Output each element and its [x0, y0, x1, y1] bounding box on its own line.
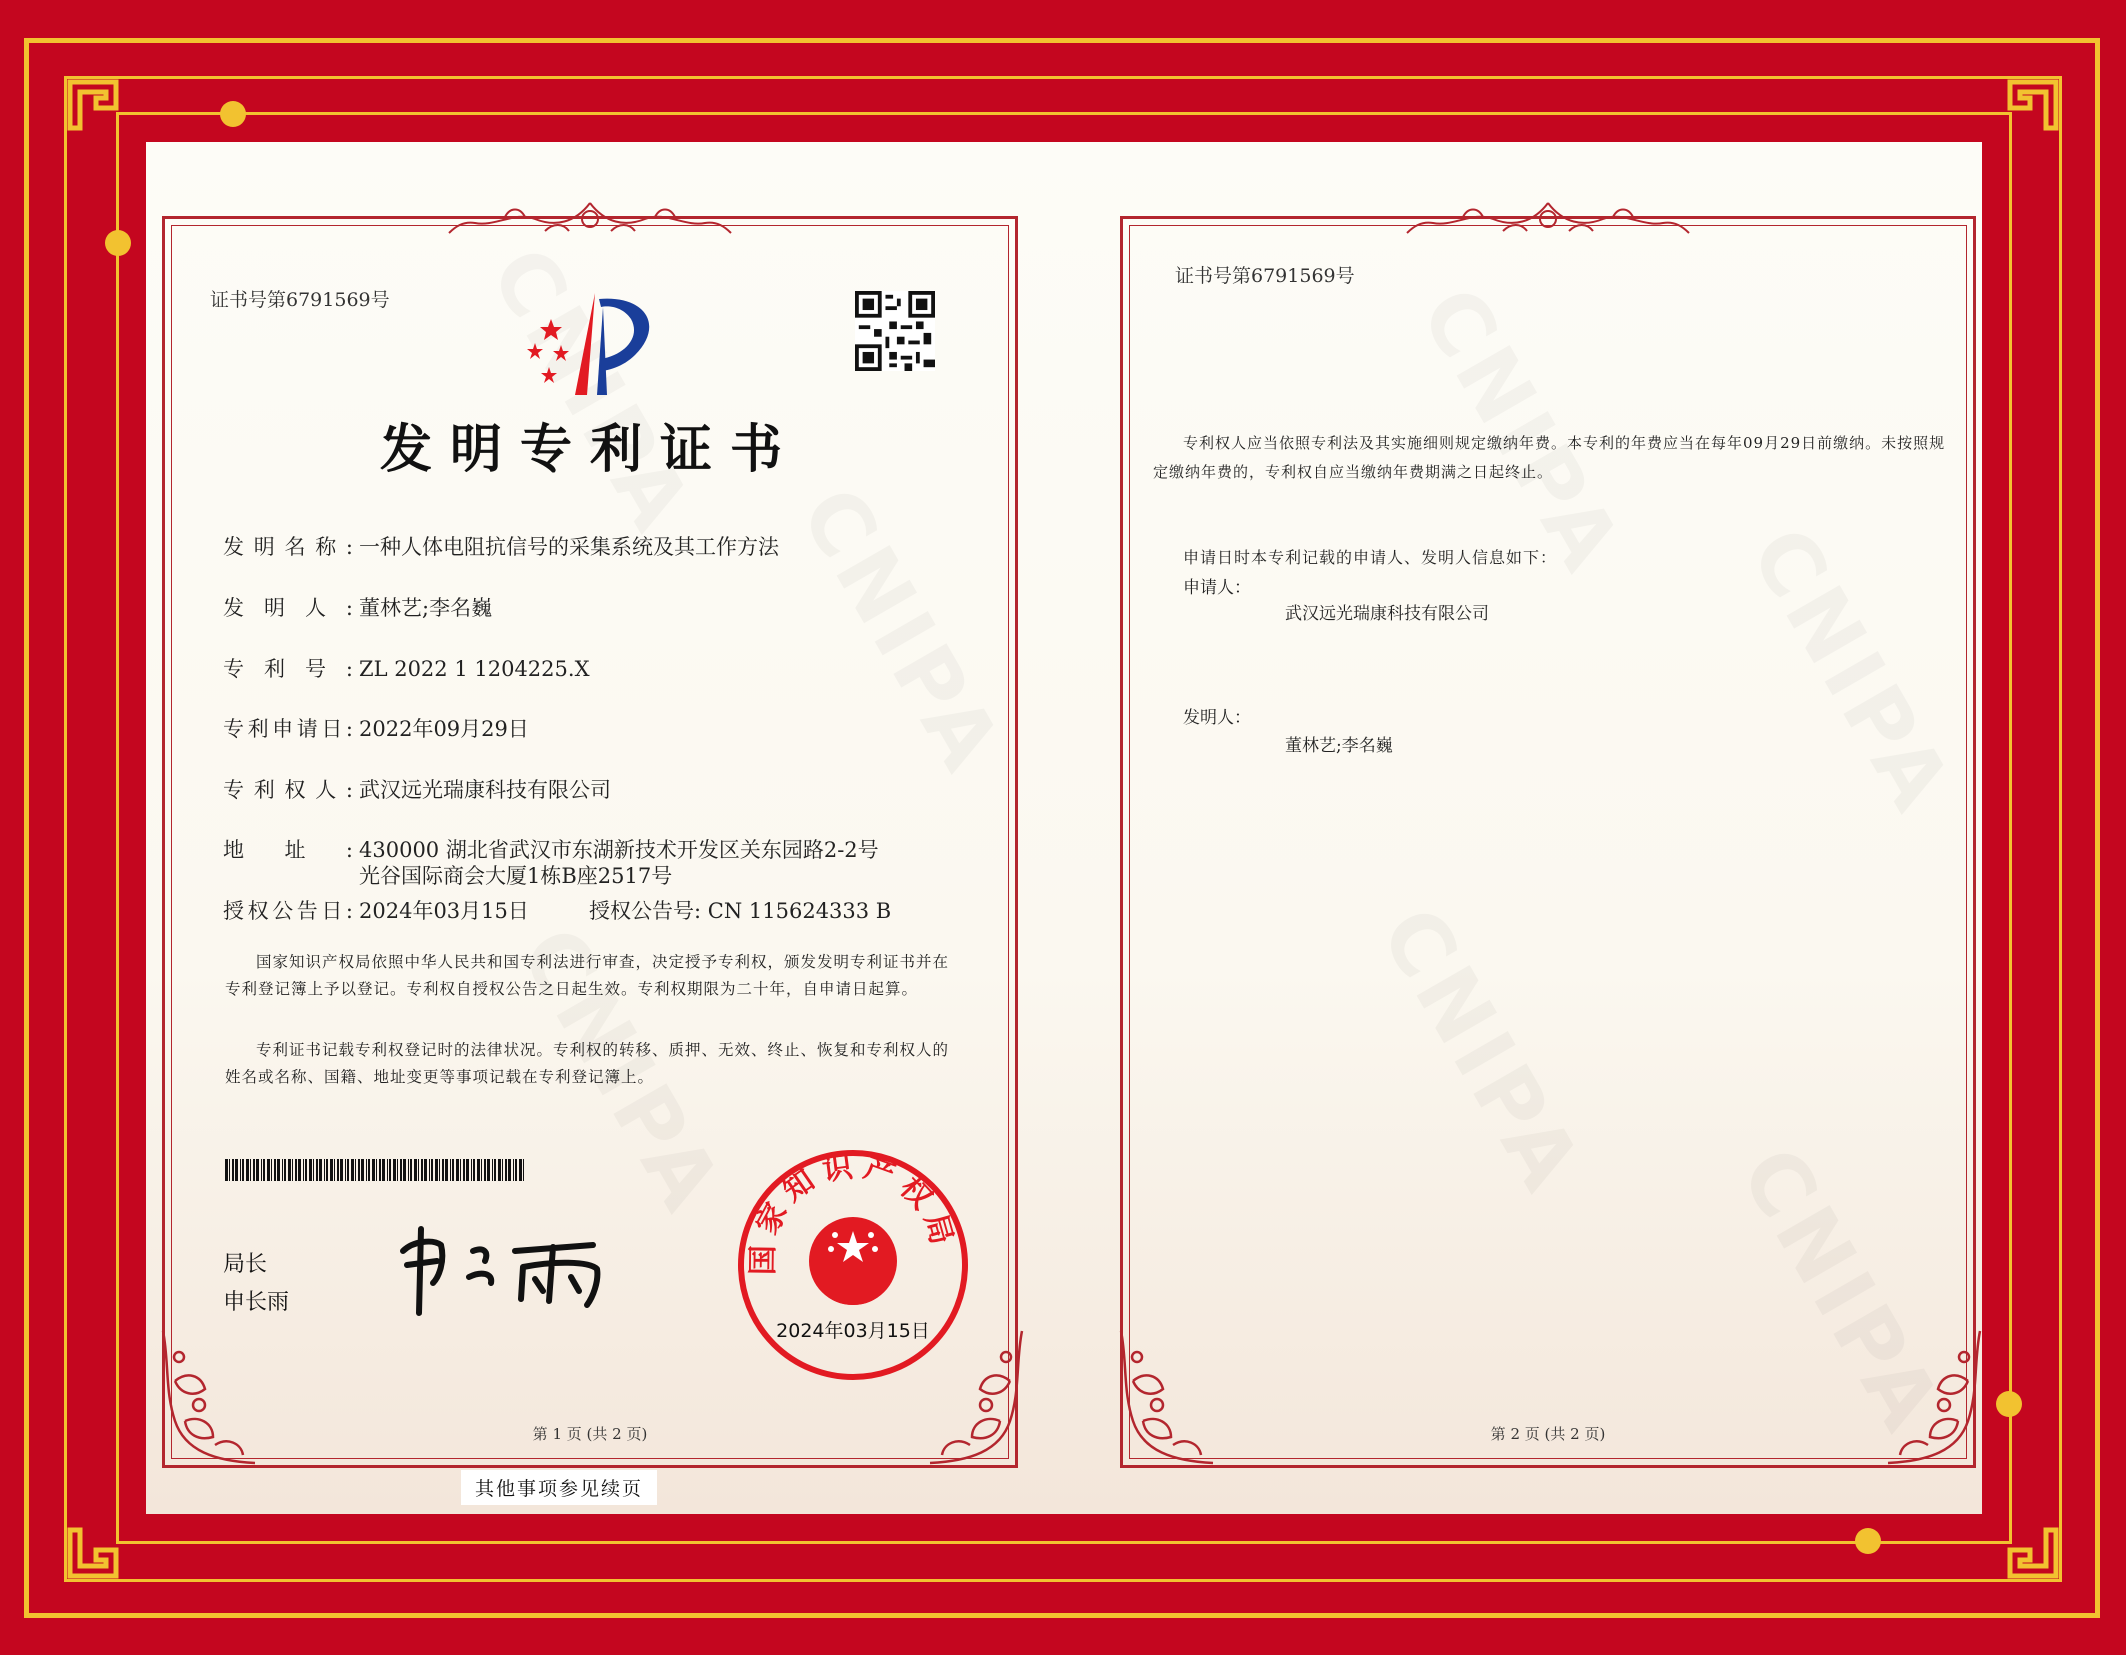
gold-bead-icon — [1855, 1528, 1881, 1554]
director-title: 局长 — [223, 1252, 268, 1277]
field-label: 授权公告号: — [589, 899, 702, 923]
field-label: 发明人: — [223, 596, 353, 620]
gold-bead-icon — [220, 101, 246, 127]
field-patent-number — [223, 653, 590, 683]
barcode-icon — [225, 1159, 527, 1181]
inventor-label: 发明人： — [1183, 708, 1251, 728]
field-application-date — [223, 713, 529, 743]
fret-corner-icon — [1990, 1510, 2060, 1580]
field-value: 武汉远光瑞康科技有限公司 — [359, 778, 611, 802]
annual-fee-notice: 专利权人应当依照专利法及其实施细则规定缴纳年费。本专利的年费应当在每年09月29日前缴纳。未按照规定缴纳年费的，专利权自应当缴纳年费期满之日起终止。 — [1153, 434, 1946, 481]
director-name: 申长雨 — [223, 1290, 290, 1315]
field-patentee — [223, 774, 611, 804]
certificate-page-2 — [1120, 216, 1976, 1468]
field-value: ZL 2022 1 1204225.X — [359, 657, 590, 681]
inventor-value: 董林艺;李名巍 — [1285, 736, 1393, 756]
fret-corner-icon — [66, 78, 136, 148]
floral-ornament-icon — [910, 1321, 1030, 1471]
field-label: 专利号: — [223, 657, 353, 681]
legal-notice: 专利证书记载专利权登记时的法律状况。专利权的转移、质押、无效、终止、恢复和专利权人的姓名或名称、国籍、地址变更等事项记载在专利登记簿上。 — [225, 1041, 950, 1086]
field-label: 专利申请日: — [223, 717, 353, 741]
floral-ornament-icon — [445, 197, 735, 243]
page-title: 发明专利证书 — [379, 420, 800, 480]
field-value: 430000 湖北省武汉市东湖新技术开发区关东园路2-2号 — [359, 838, 879, 862]
signature-icon — [393, 1221, 613, 1321]
floral-ornament-icon — [155, 1321, 275, 1471]
field-grant-date — [223, 895, 529, 925]
applicant-value: 武汉远光瑞康科技有限公司 — [1285, 604, 1489, 624]
certificate-page-1 — [162, 216, 1018, 1468]
applicant-label: 申请人： — [1183, 578, 1251, 598]
certificate-number: 证书号第6791569号 — [1175, 265, 1355, 287]
cnipa-logo-icon — [515, 285, 675, 405]
field-value: 董林艺;李名巍 — [359, 596, 493, 620]
field-value: 2024年03月15日 — [359, 899, 529, 923]
field-publication-number — [589, 895, 891, 925]
floral-ornament-icon — [1868, 1321, 1988, 1471]
certificate-number: 证书号第6791569号 — [210, 289, 390, 311]
floral-ornament-icon — [1403, 197, 1693, 243]
field-label: 专利权人: — [223, 778, 353, 802]
seal-text: 国家知识产权局 — [745, 1148, 962, 1276]
field-label: 发明名称: — [223, 535, 353, 559]
qr-code-icon — [855, 291, 935, 371]
field-label: 地址: — [223, 838, 353, 862]
page-number: 第 2 页 (共 2 页) — [1490, 1425, 1606, 1443]
field-address-line2: 光谷国际商会大厦1栋B座2517号 — [359, 864, 673, 888]
field-value: CN 115624333 B — [707, 899, 892, 923]
continued-note-tab: 其他事项参见续页 — [461, 1470, 657, 1505]
field-label: 授权公告日: — [223, 899, 353, 923]
gold-bead-icon — [1996, 1391, 2022, 1417]
page-number: 第 1 页 (共 2 页) — [532, 1425, 648, 1443]
seal-date: 2024年03月15日 — [776, 1320, 930, 1342]
gold-bead-icon — [105, 230, 131, 256]
field-value: 一种人体电阻抗信号的采集系统及其工作方法 — [359, 535, 779, 559]
fret-corner-icon — [66, 1510, 136, 1580]
grant-statement: 国家知识产权局依照中华人民共和国专利法进行审查，决定授予专利权，颁发发明专利证书并在专利登记簿上予以登记。专利权自授权公告之日起生效。专利权期限为二十年，自申请日起算。 — [225, 953, 950, 998]
floral-ornament-icon — [1113, 1321, 1233, 1471]
applicant-info-intro: 申请日时本专利记载的申请人、发明人信息如下： — [1183, 548, 1558, 567]
fret-corner-icon — [1990, 78, 2060, 148]
field-value: 2022年09月29日 — [359, 717, 529, 741]
field-invention-name — [223, 531, 779, 561]
field-inventor — [223, 592, 492, 622]
